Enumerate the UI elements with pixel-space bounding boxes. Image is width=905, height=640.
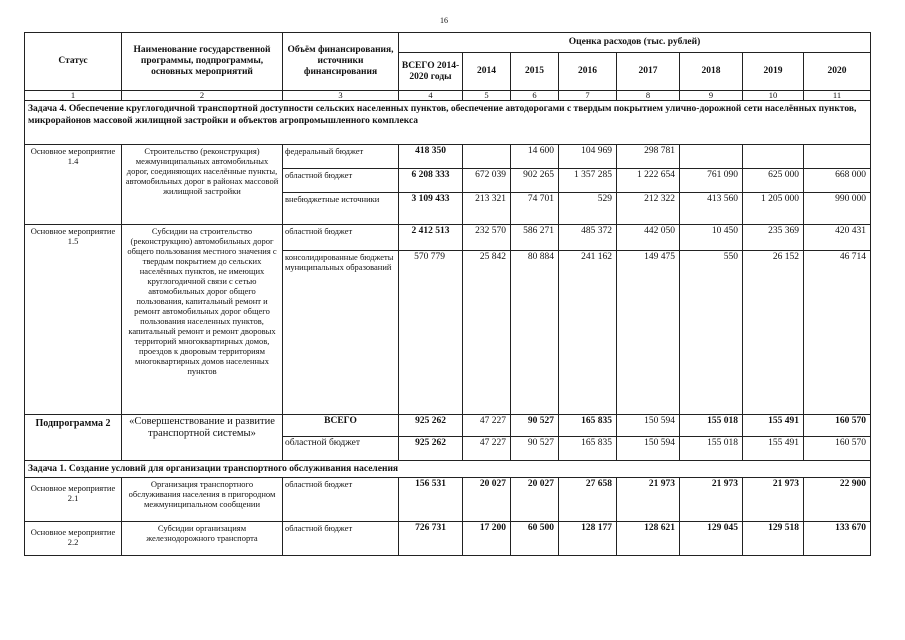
year-value: 1 222 654 — [617, 169, 680, 193]
year-value: 529 — [559, 193, 617, 225]
task-4-heading: Задача 4. Обеспечение круглогодичной транспортной доступности сельских населенных пунктов, обеспечение автодорогами с твердым покрытием улично-дорожной сети населённых пунктов, микрорайонов массовой жилищной застройки и объектов агропромышленного комплекса — [25, 101, 871, 145]
page-number: 16 — [440, 16, 448, 25]
year-value: 129 518 — [743, 522, 804, 556]
year-value: 46 714 — [804, 251, 871, 415]
year-value: 129 045 — [680, 522, 743, 556]
column-number: 5 — [463, 91, 511, 101]
header-total: ВСЕГО 2014-2020 годы — [399, 53, 463, 91]
total-value: 3 109 433 — [399, 193, 463, 225]
year-value: 150 594 — [617, 437, 680, 461]
year-value: 235 369 — [743, 225, 804, 251]
year-value: 10 450 — [680, 225, 743, 251]
year-value: 1 357 285 — [559, 169, 617, 193]
header-costs: Оценка расходов (тыс. рублей) — [399, 33, 871, 53]
funding-source: федеральный бюджет — [283, 145, 399, 169]
year-value: 625 000 — [743, 169, 804, 193]
year-value: 160 570 — [804, 415, 871, 437]
year-value: 74 701 — [511, 193, 559, 225]
column-number: 1 — [25, 91, 122, 101]
header-year: 2018 — [680, 53, 743, 91]
year-value: 165 835 — [559, 437, 617, 461]
funding-source: областной бюджет — [283, 478, 399, 522]
year-value: 902 265 — [511, 169, 559, 193]
total-value: 2 412 513 — [399, 225, 463, 251]
column-number: 8 — [617, 91, 680, 101]
header-year: 2020 — [804, 53, 871, 91]
year-value: 420 431 — [804, 225, 871, 251]
year-value: 160 570 — [804, 437, 871, 461]
year-value: 20 027 — [511, 478, 559, 522]
total-value: 156 531 — [399, 478, 463, 522]
year-value — [680, 145, 743, 169]
year-value: 149 475 — [617, 251, 680, 415]
year-value: 155 491 — [743, 415, 804, 437]
year-value: 761 090 — [680, 169, 743, 193]
year-value: 155 491 — [743, 437, 804, 461]
total-value: 418 350 — [399, 145, 463, 169]
column-numbers-row — [25, 91, 871, 101]
year-value — [463, 145, 511, 169]
funding-source: областной бюджет — [283, 225, 399, 251]
year-value: 413 560 — [680, 193, 743, 225]
total-value: 570 779 — [399, 251, 463, 415]
year-value: 485 372 — [559, 225, 617, 251]
m22-name: Субсидии организациям железнодорожного транспорта — [122, 522, 283, 556]
m14-name: Строительство (реконструкция) межмуниципальных автомобильных дорог, соединяющих населённые пункты, автомобильных дорог в районах массовой жилищной застройки — [122, 145, 283, 225]
m21-name: Организация транспортного обслуживания населения в пригородном межмуниципальном сообщении — [122, 478, 283, 522]
column-number: 3 — [283, 91, 399, 101]
year-value: 80 884 — [511, 251, 559, 415]
total-value: 6 208 333 — [399, 169, 463, 193]
sub2-status: Подпрограмма 2 — [25, 415, 122, 461]
year-value: 128 177 — [559, 522, 617, 556]
header-volume: Объём финансирования, источники финансирования — [283, 33, 399, 91]
year-value: 128 621 — [617, 522, 680, 556]
year-value: 90 527 — [511, 415, 559, 437]
column-number: 9 — [680, 91, 743, 101]
year-value: 1 205 000 — [743, 193, 804, 225]
funding-source: областной бюджет — [283, 437, 399, 461]
total-value: 925 262 — [399, 415, 463, 437]
header-year: 2017 — [617, 53, 680, 91]
funding-source: областной бюджет — [283, 522, 399, 556]
year-value: 550 — [680, 251, 743, 415]
header-status: Статус — [25, 33, 122, 91]
year-value: 21 973 — [680, 478, 743, 522]
header-year: 2014 — [463, 53, 511, 91]
m22-status: Основное мероприятие 2.2 — [25, 522, 122, 556]
year-value: 213 321 — [463, 193, 511, 225]
year-value: 150 594 — [617, 415, 680, 437]
year-value — [743, 145, 804, 169]
total-value: 925 262 — [399, 437, 463, 461]
year-value: 25 842 — [463, 251, 511, 415]
column-number: 2 — [122, 91, 283, 101]
column-number: 11 — [804, 91, 871, 101]
year-value: 21 973 — [617, 478, 680, 522]
m14-status: Основное мероприятие 1.4 — [25, 145, 122, 225]
year-value: 155 018 — [680, 437, 743, 461]
year-value: 60 500 — [511, 522, 559, 556]
year-value: 22 900 — [804, 478, 871, 522]
column-number: 10 — [743, 91, 804, 101]
funding-source: внебюджетные источники — [283, 193, 399, 225]
year-value: 27 658 — [559, 478, 617, 522]
year-value: 90 527 — [511, 437, 559, 461]
sub2-name: «Совершенствование и развитие транспортной системы» — [122, 415, 283, 461]
task-1-heading: Задача 1. Создание условий для организации транспортного обслуживания населения — [25, 461, 871, 478]
year-value: 14 600 — [511, 145, 559, 169]
year-value: 672 039 — [463, 169, 511, 193]
m15-status: Основное мероприятие 1.5 — [25, 225, 122, 415]
year-value: 47 227 — [463, 437, 511, 461]
header-year: 2016 — [559, 53, 617, 91]
year-value: 442 050 — [617, 225, 680, 251]
total-value: 726 731 — [399, 522, 463, 556]
year-value: 668 000 — [804, 169, 871, 193]
column-number: 7 — [559, 91, 617, 101]
year-value: 298 781 — [617, 145, 680, 169]
year-value: 165 835 — [559, 415, 617, 437]
year-value: 155 018 — [680, 415, 743, 437]
funding-source: областной бюджет — [283, 169, 399, 193]
year-value: 47 227 — [463, 415, 511, 437]
header-name: Наименование государственной программы, подпрограммы, основных мероприятий — [122, 33, 283, 91]
column-number: 6 — [511, 91, 559, 101]
year-value: 20 027 — [463, 478, 511, 522]
m15-name: Субсидии на строительство (реконструкцию) автомобильных дорог общего пользования местного значения с твердым покрытием до сельских населённых пунктов, не имеющих круглогодичной связи с сетью автомобильных дорог общего пользования, капитальный ремонт и ремонт автомобильных дорог общего пользования населенных пунктов, капитальный ремонт и ремонт дворовых территорий многоквартирных домов, проездов к дворовым территориям многоквартирных домов населенных пунктов — [122, 225, 283, 415]
m21-status: Основное мероприятие 2.1 — [25, 478, 122, 522]
column-number: 4 — [399, 91, 463, 101]
funding-source: ВСЕГО — [283, 415, 399, 437]
year-value: 232 570 — [463, 225, 511, 251]
year-value: 212 322 — [617, 193, 680, 225]
year-value: 104 969 — [559, 145, 617, 169]
year-value: 21 973 — [743, 478, 804, 522]
header-year: 2019 — [743, 53, 804, 91]
year-value: 17 200 — [463, 522, 511, 556]
year-value: 241 162 — [559, 251, 617, 415]
header-year: 2015 — [511, 53, 559, 91]
funding-source: консолидированные бюджеты муниципальных образований — [283, 251, 399, 415]
budget-table — [24, 32, 871, 556]
year-value: 133 670 — [804, 522, 871, 556]
year-value: 26 152 — [743, 251, 804, 415]
year-value: 586 271 — [511, 225, 559, 251]
year-value: 990 000 — [804, 193, 871, 225]
year-value — [804, 145, 871, 169]
